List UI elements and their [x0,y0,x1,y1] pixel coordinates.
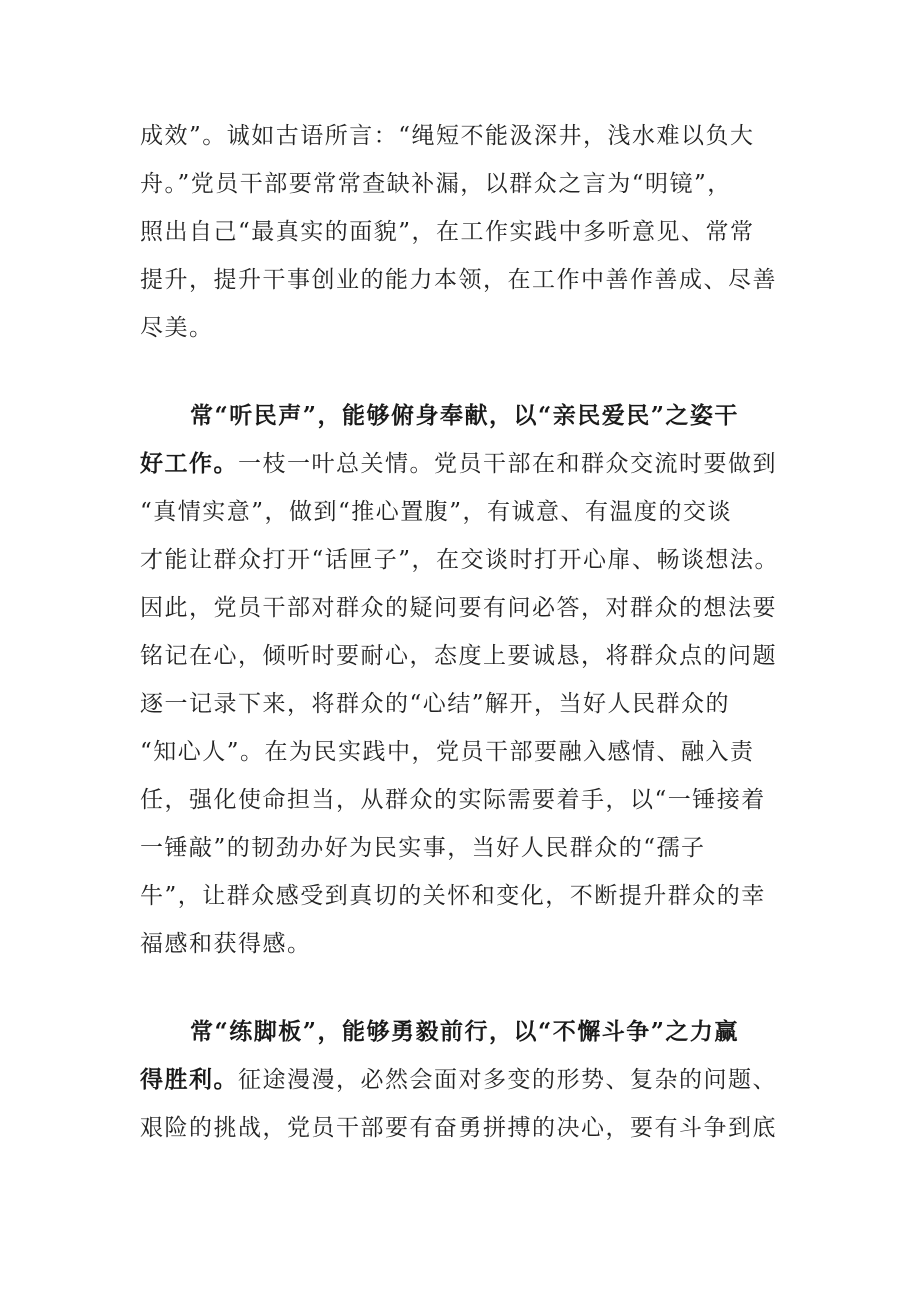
paragraph-2-heading-end: 好工作。 [140,450,238,477]
paragraph-3-line-3: 艰险的挑战，党员干部要有奋勇拼搏的决心，要有斗争到底 [140,1115,777,1141]
paragraph-3-heading: 常“练脚板”，能够勇毅前行，以“不懈斗争”之力赢 [190,1018,739,1045]
paragraph-1-line-1: 成效”。诚如古语所言：“绳短不能汲深井，浅水难以负大 [140,123,755,149]
paragraph-2-line-12: 福感和获得感。 [140,931,312,957]
paragraph-1-line-2: 舟。”党员干部要常常查缺补漏，以群众之言为“明镜”， [140,171,732,197]
paragraph-1-line-3: 照出自己“最真实的面貌”，在工作实践中多听意见、常常 [140,219,755,245]
paragraph-2-line-9: 任，强化使命担当，从群众的实际需要着手，以“一锤接着 [140,787,766,813]
paragraph-2-line-5: 因此，党员干部对群众的疑问要有问必答，对群众的想法要 [140,595,777,621]
paragraph-2-line-10: 一锤敲”的韧劲办好为民实事，当好人民群众的“孺子 [140,835,706,861]
paragraph-1-line-5: 尽美。 [140,315,214,341]
paragraph-2-line-7: 逐一记录下来，将群众的“心结”解开，当好人民群众的 [140,691,731,717]
paragraph-1-line-4: 提升，提升干事创业的能力本领，在工作中善作善成、尽善 [140,267,777,293]
paragraph-2-heading: 常“听民声”，能够俯身奉献，以“亲民爱民”之姿干 [190,402,739,429]
paragraph-2-line-6: 铭记在心，倾听时要耐心，态度上要诚恳，将群众点的问题 [140,643,777,669]
paragraph-2-line-2 [140,440,800,488]
paragraph-2-line-4: 才能让群众打开“话匣子”，在交谈时打开心扉、畅谈想法。 [140,547,780,573]
paragraph-2-line-2-text: 一枝一叶总关情。党员干部在和群众交流时要做到 [238,451,777,477]
paragraph-3-line-2-text: 征途漫漫，必然会面对多变的形势、复杂的问题、 [238,1067,777,1093]
paragraph-3-line-2 [140,1056,800,1104]
paragraph-2-line-3: “真情实意”，做到“推心置腹”，有诚意、有温度的交谈 [140,499,733,525]
paragraph-2-line-11: 牛”，让群众感受到真切的关怀和变化，不断提升群众的幸 [140,883,766,909]
paragraph-3-heading-end: 得胜利。 [140,1066,238,1093]
paragraph-2-line-8: “知心人”。在为民实践中，党员干部要融入感情、融入责 [140,739,755,765]
